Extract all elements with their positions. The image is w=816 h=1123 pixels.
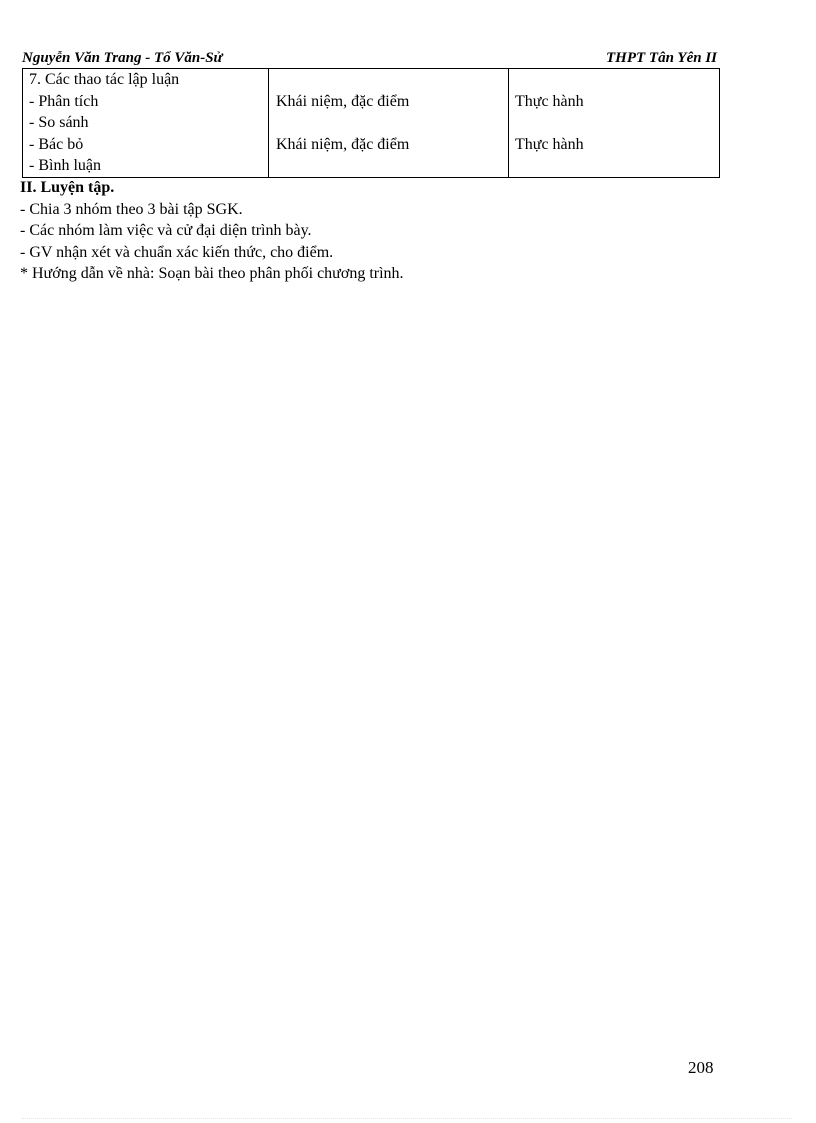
table-row <box>23 69 720 178</box>
header-author: Nguyễn Văn Trang - Tổ Văn-Sử <box>22 50 223 66</box>
header-school: THPT Tân Yên II <box>606 50 717 66</box>
method-line <box>515 155 719 177</box>
content-line: Khái niệm, đặc điểm <box>276 92 410 110</box>
topic-line: - Phân tích <box>29 92 99 110</box>
content-line: Khái niệm, đặc điểm <box>276 135 410 153</box>
method-line <box>515 112 719 134</box>
content-line <box>276 69 508 91</box>
method-line <box>515 69 719 91</box>
content-line <box>276 155 508 177</box>
method-line: Thực hành <box>515 135 584 153</box>
topic-line: - Bình luận <box>29 157 101 174</box>
practice-section <box>20 177 404 285</box>
content-line <box>276 112 508 134</box>
paragraph-line: - GV nhận xét và chuẩn xác kiến thức, cho điểm. <box>20 243 334 261</box>
table-cell-topics <box>23 69 269 178</box>
lesson-table <box>22 68 720 178</box>
paragraph-line: - Các nhóm làm việc và cử đại diện trình bày. <box>20 222 312 239</box>
paragraph-line: - Chia 3 nhóm theo 3 bài tập SGK. <box>20 200 243 218</box>
section-heading: II. Luyện tập. <box>20 179 115 196</box>
topic-line: - So sánh <box>29 114 89 131</box>
page-number: 208 <box>688 1058 714 1077</box>
topic-line: - Bác bỏ <box>29 135 84 153</box>
table-cell-content <box>269 69 509 178</box>
paragraph-line: * Hướng dẫn về nhà: Soạn bài theo phân phối chương trình. <box>20 265 404 282</box>
topic-line: 7. Các thao tác lập luận <box>29 71 180 88</box>
footer-divider <box>22 1118 792 1119</box>
method-line: Thực hành <box>515 92 584 110</box>
table-cell-method <box>509 69 720 178</box>
page-header <box>22 50 719 69</box>
